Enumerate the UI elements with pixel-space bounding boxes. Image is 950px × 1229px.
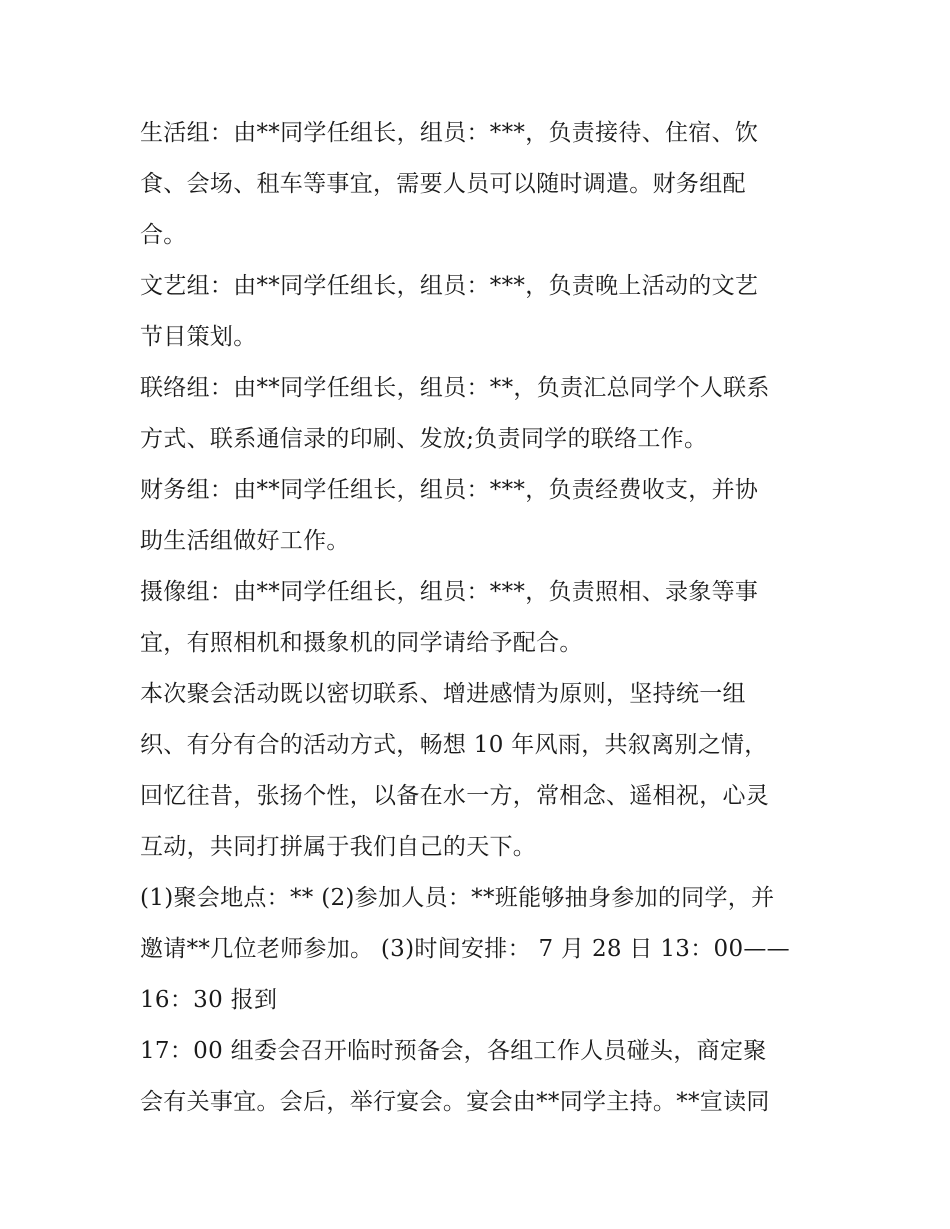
text-line: 17：00 组委会召开临时预备会，各组工作人员碰头，商定聚 [140, 1038, 767, 1064]
text-line: 本次聚会活动既以密切联系、增进感情为原则，坚持统一组 [140, 681, 746, 707]
text-line: 节目策划。 [140, 324, 257, 350]
text-line: 助生活组做好工作。 [140, 528, 350, 554]
text-line: (1)聚会地点：** (2)参加人员：**班能够抽身参加的同学，并 [140, 885, 775, 911]
text-line: 文艺组：由**同学任组长，组员：***，负责晚上活动的文艺 [140, 273, 759, 299]
text-line: 宜，有照相机和摄象机的同学请给予配合。 [140, 630, 583, 656]
text-line: 摄像组：由**同学任组长，组员：***，负责照相、录象等事 [140, 579, 759, 605]
text-line: 会有关事宜。会后，举行宴会。宴会由**同学主持。**宣读同 [140, 1089, 770, 1115]
text-line: 16：30 报到 [140, 987, 278, 1013]
text-line: 联络组：由**同学任组长，组员：**，负责汇总同学个人联系 [140, 375, 770, 401]
text-line: 财务组：由**同学任组长，组员：***，负责经费收支，并协 [140, 477, 759, 503]
text-line: 回忆往昔，张扬个性，以备在水一方，常相念、遥相祝，心灵 [140, 783, 770, 809]
text-line: 合。 [140, 222, 187, 248]
text-line: 食、会场、租车等事宜，需要人员可以随时调遣。财务组配 [140, 171, 746, 197]
text-line: 邀请**几位老师参加。 (3)时间安排： 7 月 28 日 13：00—— [140, 936, 790, 962]
text-line: 生活组：由**同学任组长，组员：***，负责接待、住宿、饮 [140, 120, 759, 146]
text-line: 互动，共同打拼属于我们自己的天下。 [140, 834, 537, 860]
document-body [140, 108, 820, 1128]
text-line: 织、有分有合的活动方式，畅想 10 年风雨，共叙离别之情， [140, 732, 768, 758]
text-line: 方式、联系通信录的印刷、发放;负责同学的联络工作。 [140, 426, 708, 452]
